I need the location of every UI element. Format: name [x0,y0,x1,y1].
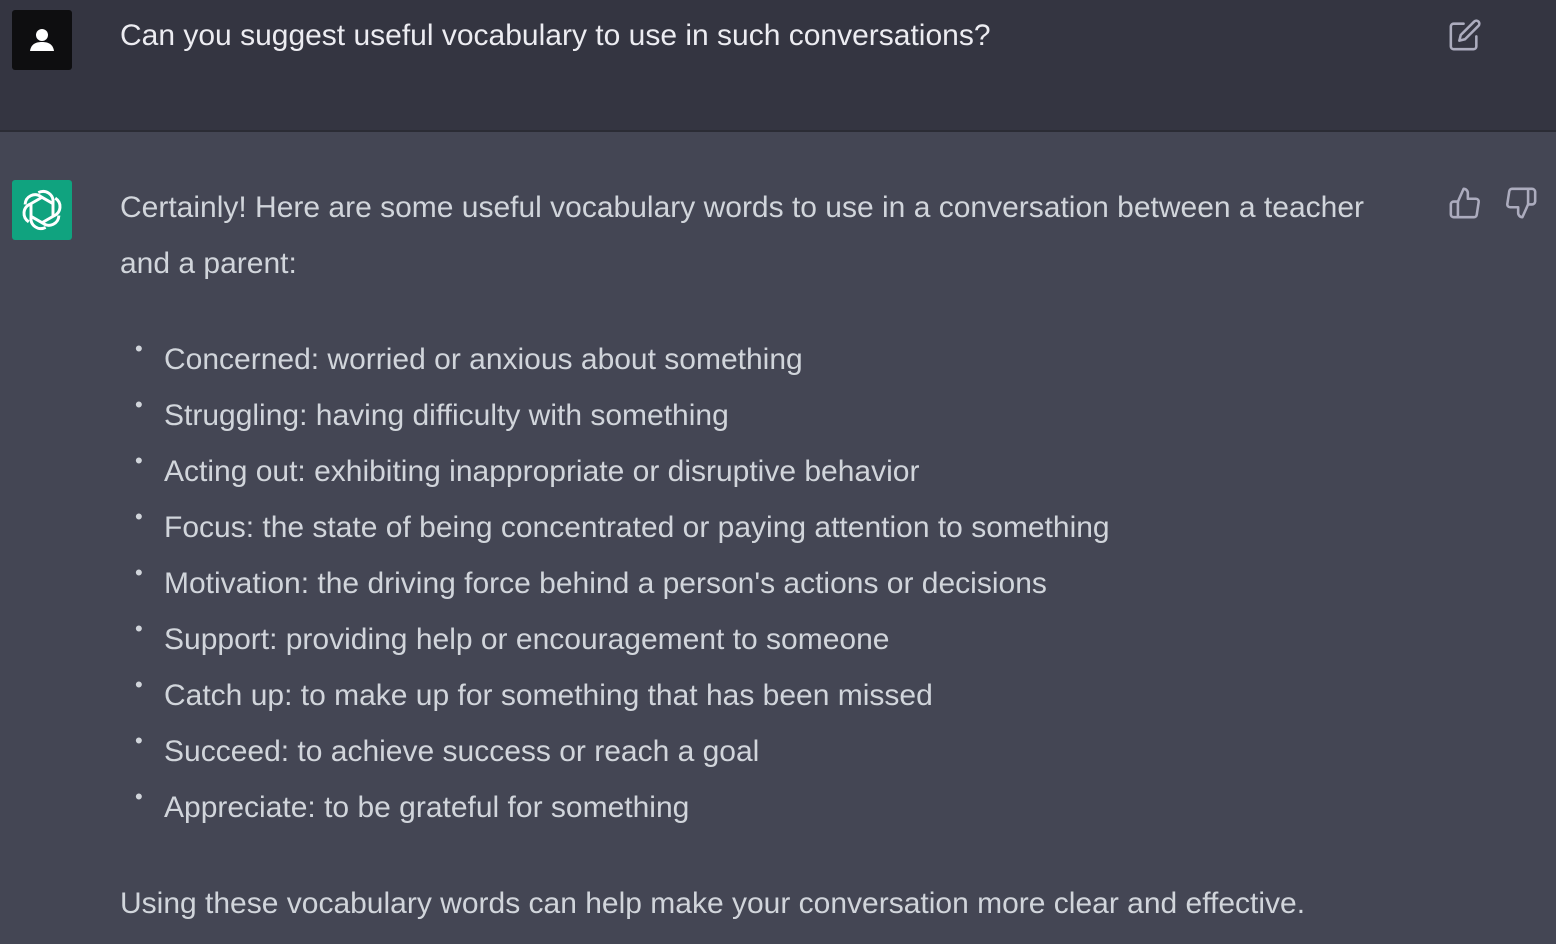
list-item: • Succeed: to achieve success or reach a goal [135,728,760,768]
user-message-row [0,0,1556,132]
list-item: • Acting out: exhibiting inappropriate or disruptive behavior [135,448,920,488]
assistant-message-body [120,180,1420,932]
list-item: • Struggling: having difficulty with something [135,392,729,432]
list-item: • Motivation: the driving force behind a person's actions or decisions [135,560,1047,600]
user-avatar [12,10,72,70]
assistant-avatar [12,180,72,240]
assistant-message-row [0,132,1556,944]
openai-logo-icon [20,188,64,232]
user-message-text: Can you suggest useful vocabulary to use in such conversations? [120,19,991,52]
list-item: • Catch up: to make up for something that has been missed [135,672,933,712]
assistant-intro-text: Certainly! Here are some useful vocabulary words to use in a conversation between a teacher and a parent: [120,191,1364,280]
list-item: • Concerned: worried or anxious about something [135,336,803,376]
vocabulary-list [120,332,1420,836]
list-item: • Support: providing help or encouragement to someone [135,616,890,656]
thumbs-up-icon[interactable] [1448,186,1482,220]
user-icon [29,27,55,53]
thumbs-down-icon[interactable] [1504,186,1538,220]
edit-icon[interactable] [1448,18,1482,52]
list-item: • Appreciate: to be grateful for something [135,784,690,824]
list-item: • Focus: the state of being concentrated or paying attention to something [135,504,1110,544]
assistant-outro-text: Using these vocabulary words can help make your conversation more clear and effective. [120,887,1306,920]
